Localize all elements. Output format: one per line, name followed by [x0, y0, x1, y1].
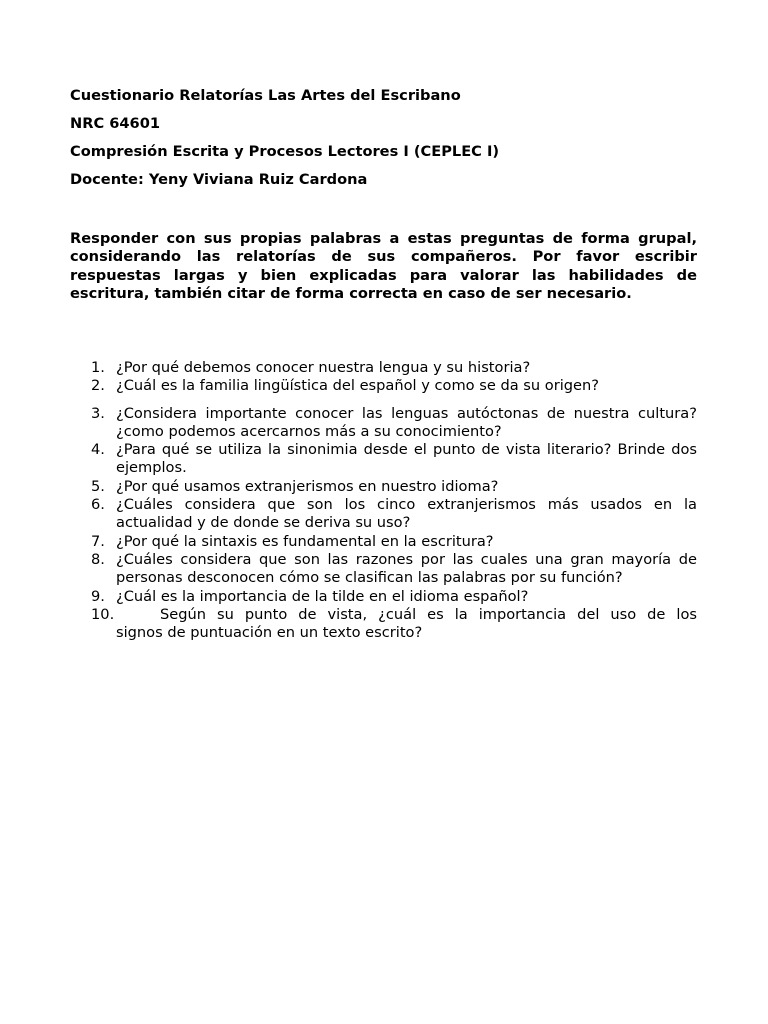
- question-number: 2.: [91, 377, 105, 395]
- question-number: 5.: [91, 477, 105, 495]
- question-text: ¿Considera importante conocer las lenguas autóctonas de nuestra cultura? ¿como podemos acercarnos más a su conocimiento?: [116, 404, 697, 440]
- question-item: [70, 533, 697, 551]
- question-text: ¿Cuáles considera que son los cinco extranjerismos más usados en la actualidad y de donde se deriva su uso?: [116, 496, 697, 532]
- question-text-first-line: Según su punto de vista, ¿cuál es la importancia del uso de los: [160, 605, 697, 623]
- teacher-name: Docente: Yeny Viviana Ruiz Cardona: [70, 171, 368, 188]
- question-text: ¿Cuál es la importancia de la tilde en el idioma español?: [116, 587, 529, 605]
- course-name: Compresión Escrita y Procesos Lectores I (CEPLEC I): [70, 143, 500, 160]
- question-text: ¿Cuál es la familia lingüística del español y como se da su origen?: [116, 377, 600, 395]
- question-text: ¿Para qué se utiliza la sinonimia desde el punto de vista literario? Brinde dos ejemplos.: [116, 441, 697, 477]
- instructions-paragraph: Responder con sus propias palabras a estas preguntas de forma grupal, considerando las relatorías de sus compañeros. Por favor escribir respuestas largas y bien explicadas para valorar las habilidades de escritura, también citar de forma correcta en caso de ser necesario.: [70, 230, 697, 302]
- question-number: 9.: [91, 587, 105, 605]
- question-text-rest: signos de puntuación en un texto escrito?: [116, 624, 423, 642]
- question-item: [70, 588, 697, 606]
- question-number: 10.: [91, 605, 115, 623]
- question-text: ¿Por qué usamos extranjerismos en nuestro idioma?: [116, 477, 499, 495]
- question-item: [70, 551, 697, 588]
- question-text: ¿Por qué la sintaxis es fundamental en la escritura?: [116, 532, 494, 550]
- question-number: 8.: [91, 550, 105, 568]
- document-header: [70, 86, 700, 198]
- question-list: [70, 359, 697, 642]
- question-item: [70, 359, 697, 377]
- question-item: [70, 377, 697, 395]
- question-item: [70, 478, 697, 496]
- question-item: [70, 405, 697, 442]
- question-number: 3.: [91, 404, 105, 422]
- question-item: [70, 606, 697, 643]
- question-text: ¿Por qué debemos conocer nuestra lengua y su historia?: [116, 359, 531, 376]
- question-item: [70, 441, 697, 478]
- question-number: 4.: [91, 441, 105, 459]
- question-number: 6.: [91, 496, 105, 514]
- question-text: [116, 606, 697, 643]
- question-item: [70, 496, 697, 533]
- document-title: Cuestionario Relatorías Las Artes del Escribano: [70, 87, 461, 104]
- question-number: 1.: [91, 359, 105, 376]
- question-number: 7.: [91, 532, 105, 550]
- question-text: ¿Cuáles considera que son las razones por las cuales una gran mayoría de personas desconocen cómo se clasifican las palabras por su función?: [116, 550, 697, 587]
- course-nrc: NRC 64601: [70, 115, 161, 132]
